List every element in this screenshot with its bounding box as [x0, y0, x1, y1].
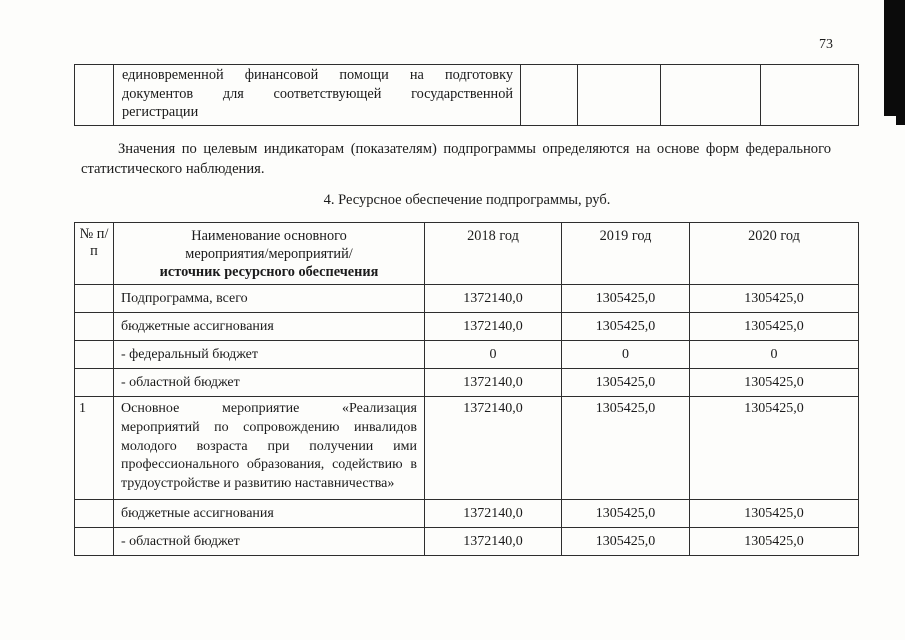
row-2019-cell: 0: [562, 341, 690, 369]
row-number-cell: [75, 285, 114, 313]
row-name-cell: бюджетные ассигнования: [114, 500, 425, 528]
header-name-line1: Наименование основного: [191, 228, 347, 244]
table-row: [75, 313, 859, 341]
table-row: [75, 528, 859, 556]
row-2018-cell: 1372140,0: [425, 313, 562, 341]
continuation-table: [74, 64, 859, 126]
scan-artifact-tail: [896, 116, 905, 125]
empty-cell: [761, 65, 859, 126]
row-number-cell: [75, 500, 114, 528]
row-name-cell: - федеральный бюджет: [114, 341, 425, 369]
scan-artifact-bar: [884, 0, 905, 116]
continuation-text-cell: единовременной финансовой помощи на подготовку документов для соответствующей государственной регистрации: [114, 65, 521, 126]
table-row: [75, 341, 859, 369]
row-2018-cell: 0: [425, 341, 562, 369]
empty-cell: [578, 65, 661, 126]
table-header-row: [75, 223, 859, 285]
row-2018-cell: 1372140,0: [425, 369, 562, 397]
row-2018-cell: 1372140,0: [425, 397, 562, 500]
row-2020-cell: 1305425,0: [690, 313, 859, 341]
row-name-cell: бюджетные ассигнования: [114, 313, 425, 341]
row-name-cell: Подпрограмма, всего: [114, 285, 425, 313]
row-2020-cell: 0: [690, 341, 859, 369]
continuation-row: [75, 65, 859, 126]
row-name-cell: - областной бюджет: [114, 369, 425, 397]
row-2018-cell: 1372140,0: [425, 500, 562, 528]
table-row: [75, 369, 859, 397]
header-2019: 2019 год: [562, 223, 690, 285]
table-row: [75, 397, 859, 500]
page-number: 73: [819, 37, 833, 52]
empty-cell: [75, 65, 114, 126]
row-number-cell: 1: [75, 397, 114, 500]
table-row: [75, 285, 859, 313]
row-2019-cell: 1305425,0: [562, 528, 690, 556]
row-2020-cell: 1305425,0: [690, 369, 859, 397]
row-2019-cell: 1305425,0: [562, 313, 690, 341]
header-2018: 2018 год: [425, 223, 562, 285]
row-2019-cell: 1305425,0: [562, 500, 690, 528]
empty-cell: [521, 65, 578, 126]
row-2020-cell: 1305425,0: [690, 500, 859, 528]
row-name-cell: - областной бюджет: [114, 528, 425, 556]
header-name-line2: мероприятия/мероприятий/: [185, 246, 353, 262]
row-2019-cell: 1305425,0: [562, 285, 690, 313]
row-2018-cell: 1372140,0: [425, 285, 562, 313]
table-row: [75, 500, 859, 528]
header-name: [114, 223, 425, 285]
row-number-cell: [75, 341, 114, 369]
header-name-line3: источник ресурсного обеспечения: [159, 264, 379, 280]
row-2019-cell: 1305425,0: [562, 397, 690, 500]
resource-table: [74, 222, 859, 556]
section-title: 4. Ресурсное обеспечение подпрограммы, руб.: [323, 192, 611, 208]
row-2020-cell: 1305425,0: [690, 285, 859, 313]
intro-paragraph: Значения по целевым индикаторам (показателям) подпрограммы определяются на основе форм федерального статистического наблюдения.: [81, 141, 831, 177]
row-2020-cell: 1305425,0: [690, 528, 859, 556]
empty-cell: [661, 65, 761, 126]
header-num: № п/п: [75, 223, 114, 285]
row-2018-cell: 1372140,0: [425, 528, 562, 556]
row-name-cell: Основное мероприятие «Реализация мероприятий по сопровождению инвалидов молодого возраста при получении ими профессионального образования, содействию в трудоустройстве и развитию наставничества»: [114, 397, 425, 500]
row-number-cell: [75, 369, 114, 397]
row-number-cell: [75, 313, 114, 341]
header-2020: 2020 год: [690, 223, 859, 285]
row-number-cell: [75, 528, 114, 556]
row-2019-cell: 1305425,0: [562, 369, 690, 397]
row-2020-cell: 1305425,0: [690, 397, 859, 500]
